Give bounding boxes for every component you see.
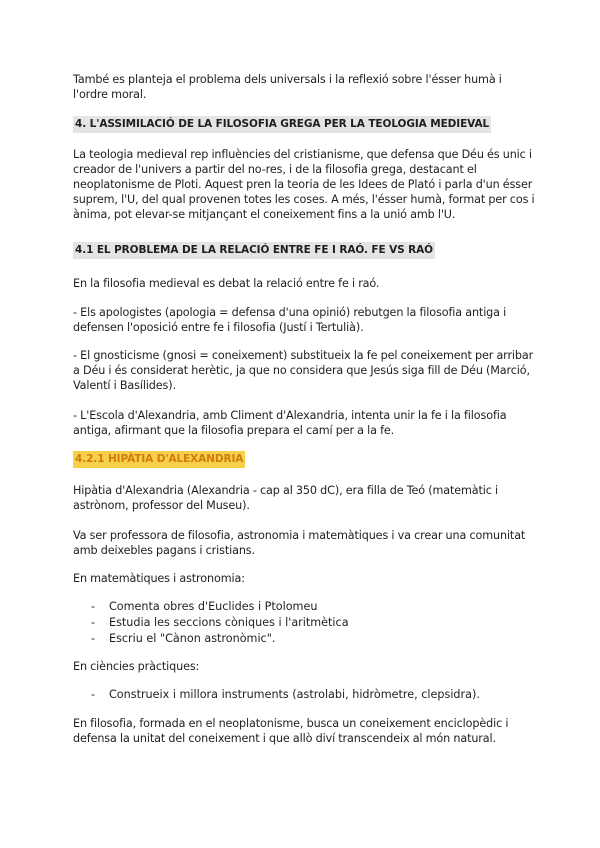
list-item (91, 687, 480, 702)
practical-label: En ciències pràctiques: (73, 660, 200, 673)
list-item-text: Estudia les seccions còniques i l'aritmètica (109, 616, 349, 629)
section-4-paragraph: La teologia medieval rep influències del cristianisme, que defensa que Déu és unic i creador de l'univers a partir del no-res, i de la filosofia grega, destacant el neoplatonisme de Ploti. Aquest pren la teoria de les Idees de Plató i parla d'un ésser suprem, l'U, del qual provenen totes les coses. A més, l'ésser humà, format per cos i ànima, pot elevar-se mitjançant el coneixement fins a la unió amb l'U. (73, 148, 535, 221)
math-label: En matemàtiques i astronomia: (73, 572, 245, 585)
list-item (91, 599, 317, 614)
hipatia-final-paragraph: En filosofia, formada en el neoplatonisme, busca un coneixement enciclopèdic i defensa la unitat del coneixement i que allò diví transcendeix al món natural. (73, 717, 509, 745)
section-4-1-paragraph-3: - El gnosticisme (gnosi = coneixement) substitueix la fe pel coneixement per arribar a Déu i és considerat herètic, ja que no considera que Jesús siga fill de Déu (Marció, Valentí i Basílides). (73, 349, 534, 392)
list-item-text: Construeix i millora instruments (astrolabi, hidròmetre, clepsidra). (109, 688, 480, 701)
bullet-marker: - (91, 600, 96, 613)
section-4-2-1-heading: 4.2.1 HIPÀTIA D'ALEXANDRIA (73, 451, 245, 468)
bullet-marker: - (91, 688, 96, 701)
section-4-1-heading: 4.1 EL PROBLEMA DE LA RELACIÓ ENTRE FE I RAÓ. FE VS RAÓ (73, 242, 435, 259)
list-item-text: Escriu el "Cànon astronòmic". (109, 632, 276, 645)
section-4-heading: 4. L'ASSIMILACIÓ DE LA FILOSOFIA GREGA PER LA TEOLOGIA MEDIEVAL (73, 116, 491, 133)
bullet-marker: - (91, 616, 96, 629)
bullet-marker: - (91, 632, 96, 645)
list-item-text: Comenta obres d'Euclides i Ptolomeu (109, 600, 318, 613)
section-4-1-paragraph-4: - L'Escola d'Alexandria, amb Climent d'Alexandria, intenta unir la fe i la filosofia antiga, afirmant que la filosofia prepara el camí per a la fe. (73, 409, 507, 437)
hipatia-paragraph-1: Hipàtia d'Alexandria (Alexandria - cap al 350 dC), era filla de Teó (matemàtic i astrònom, professor del Museu). (73, 484, 499, 512)
hipatia-paragraph-2: Va ser professora de filosofia, astronomia i matemàtiques i va crear una comunitat amb deixebles pagans i cristians. (73, 529, 526, 557)
list-item (91, 631, 275, 646)
section-4-1-paragraph-2: - Els apologistes (apologia = defensa d'una opinió) rebutgen la filosofia antiga i defensen l'oposició entre fe i filosofia (Justí i Tertulià). (73, 306, 507, 334)
list-item (91, 615, 349, 630)
section-4-1-paragraph-1: En la filosofia medieval es debat la relació entre fe i raó. (73, 277, 380, 290)
intro-paragraph: També es planteja el problema dels universals i la reflexió sobre l'ésser humà i l'ordre moral. (73, 73, 502, 101)
